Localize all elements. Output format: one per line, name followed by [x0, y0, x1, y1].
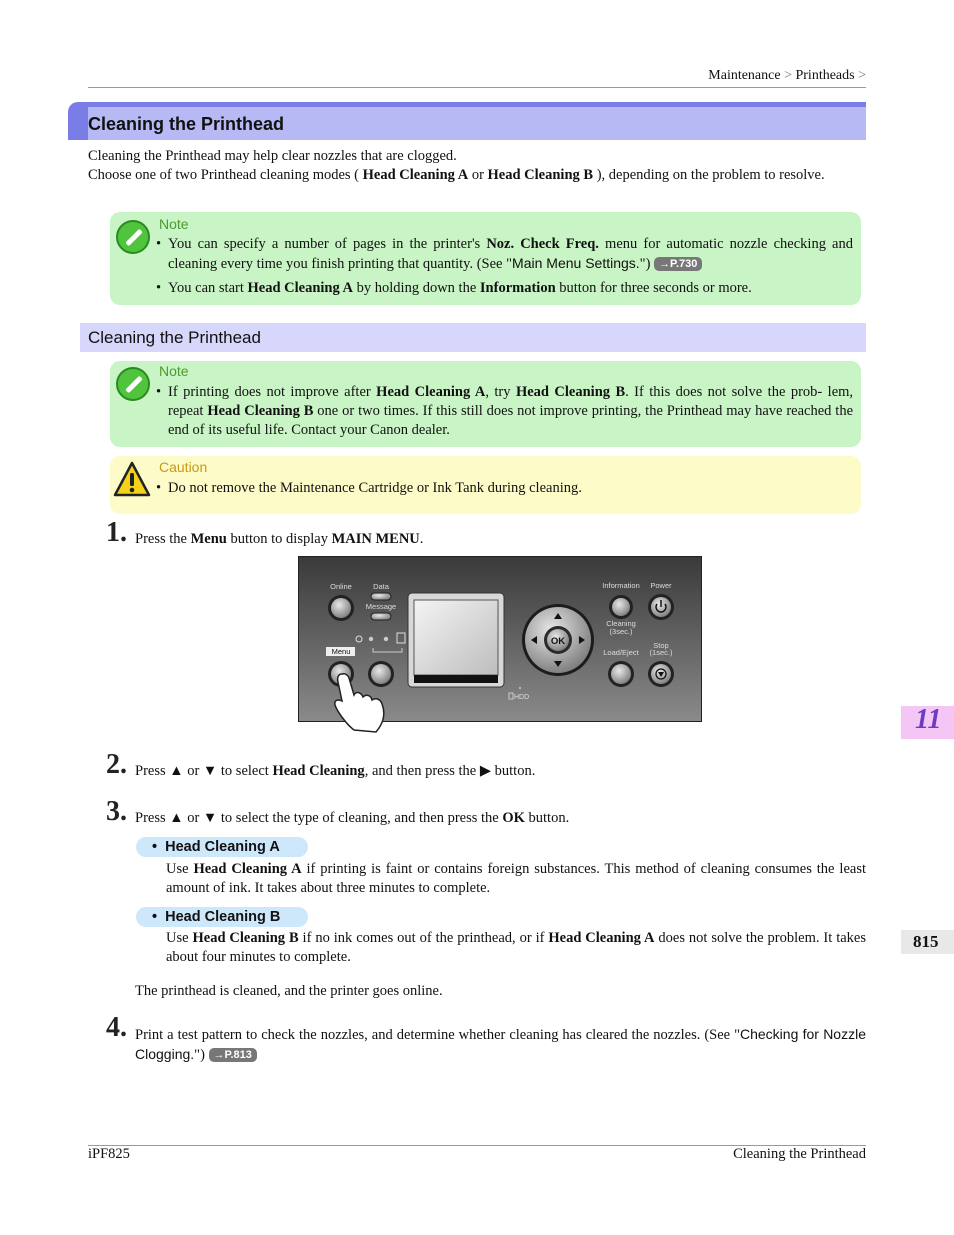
nozzle-clogging-link[interactable]: Checking for Nozzle Clogging.	[135, 1026, 866, 1062]
page-ref-link[interactable]: →P.730	[654, 257, 702, 271]
note-box	[110, 361, 861, 447]
step-number: 4.	[106, 1012, 127, 1043]
page-number-tab: 815	[901, 930, 954, 954]
result-text: The printhead is cleaned, and the printer goes online.	[135, 983, 443, 999]
online-button[interactable]	[328, 595, 354, 621]
back-button[interactable]	[368, 661, 394, 687]
caution-label: Caution	[159, 459, 208, 475]
section-heading	[80, 323, 866, 352]
option-heading: • Head Cleaning B	[136, 907, 308, 927]
message-label: Message	[365, 602, 397, 611]
note-bullet: • You can start Head Cleaning A by holding down the Information button for three seconds or more.	[156, 280, 752, 296]
cleaning-label: Cleaning	[606, 619, 636, 628]
footer-title: Cleaning the Printhead	[733, 1146, 866, 1162]
step-number: 3.	[106, 796, 127, 827]
main-menu-settings-link[interactable]: Main Menu Settings.	[512, 255, 640, 271]
pencil-note-icon	[116, 367, 150, 401]
step-number: 1.	[106, 517, 127, 548]
note-bullet: • You can specify a number of pages in the printer's Noz. Check Freq. menu for automatic nozzle checking and cleaning every time you finish printing that quantity. (See "Main Menu Settings.") →P.730	[156, 236, 853, 272]
hdd-label: HDD	[514, 694, 530, 701]
page-title-band	[68, 102, 866, 140]
status-led	[369, 637, 373, 641]
note-label: Note	[159, 363, 189, 379]
breadcrumb-separator: >	[858, 68, 866, 83]
page-title: Cleaning the Printhead	[88, 114, 285, 134]
right-arrow-icon: ▶	[479, 763, 492, 779]
note-bullet: • If printing does not improve after Head Cleaning A, try Head Cleaning B. If this does not solve the prob- lem, repeat Head Cleaning B one or two times. If this still does not improve printing, the Printhead may have reached the end of its useful life. Contact your Canon dealer.	[156, 384, 854, 438]
caution-bullet: • Do not remove the Maintenance Cartridge or Ink Tank during cleaning.	[156, 480, 582, 496]
footer-model: iPF825	[88, 1146, 130, 1162]
information-label: Information	[602, 581, 640, 590]
power-label: Power	[650, 581, 672, 590]
step-text: Press ▲ or ▼ to select Head Cleaning, and then press the ▶ button.	[135, 763, 536, 779]
section-title: Cleaning the Printhead	[88, 328, 261, 347]
data-led	[371, 593, 391, 600]
online-label: Online	[330, 582, 352, 591]
status-led	[384, 637, 388, 641]
ok-label: OK	[550, 636, 566, 647]
option-description: Use Head Cleaning B if no ink comes out of the printhead, or if Head Cleaning A does not solve the problem. It takes about four minutes to complete.	[166, 930, 866, 965]
control-panel-illustration	[298, 556, 702, 736]
step-number: 2.	[106, 749, 127, 780]
page-ref-link[interactable]: →P.813	[209, 1048, 257, 1062]
intro-line: Choose one of two Printhead cleaning modes ( Head Cleaning A or Head Cleaning B ), depending on the problem to resolve.	[88, 167, 825, 183]
option-heading: • Head Cleaning A	[136, 837, 308, 857]
step-text: Press the Menu button to display MAIN MENU.	[135, 531, 424, 547]
lcd-screen	[414, 600, 498, 675]
information-button[interactable]	[609, 595, 633, 619]
option-description: Use Head Cleaning A if printing is faint or contains foreign substances. This method of cleaning consumes the least amount of ink. It takes about three minutes to complete.	[166, 861, 866, 896]
intro-paragraph	[88, 147, 866, 185]
chapter-tab[interactable]: 11	[901, 706, 954, 739]
load-eject-button[interactable]	[608, 661, 634, 687]
stop-label: Stop	[653, 641, 669, 650]
data-label: Data	[373, 582, 389, 591]
pencil-note-icon	[116, 220, 150, 254]
header-rule	[88, 87, 866, 88]
breadcrumb	[708, 68, 866, 84]
cleaning-time-label: (3sec.)	[609, 627, 633, 636]
breadcrumb-item[interactable]: Printheads	[795, 68, 855, 83]
warning-icon	[113, 460, 151, 498]
step-text: Press ▲ or ▼ to select the type of cleaning, and then press the OK button.	[135, 810, 570, 826]
stop-button[interactable]	[648, 661, 674, 687]
intro-line: Cleaning the Printhead may help clear nozzles that are clogged.	[88, 148, 457, 164]
note-label: Note	[159, 216, 189, 232]
menu-label: Menu	[331, 647, 351, 656]
power-button[interactable]	[648, 594, 674, 620]
note-box	[110, 212, 861, 305]
load-eject-label: Load/Eject	[603, 648, 639, 657]
stop-time-label: (1sec.)	[649, 648, 673, 657]
breadcrumb-item[interactable]: Maintenance	[708, 68, 781, 83]
step-text: Print a test pattern to check the nozzles, and determine whether cleaning has cleared the nozzles. (See "Checking for Nozzle Clogging.") →P.813	[135, 1026, 866, 1063]
caution-box	[110, 456, 861, 514]
message-led	[371, 613, 391, 620]
breadcrumb-separator: >	[784, 68, 792, 83]
